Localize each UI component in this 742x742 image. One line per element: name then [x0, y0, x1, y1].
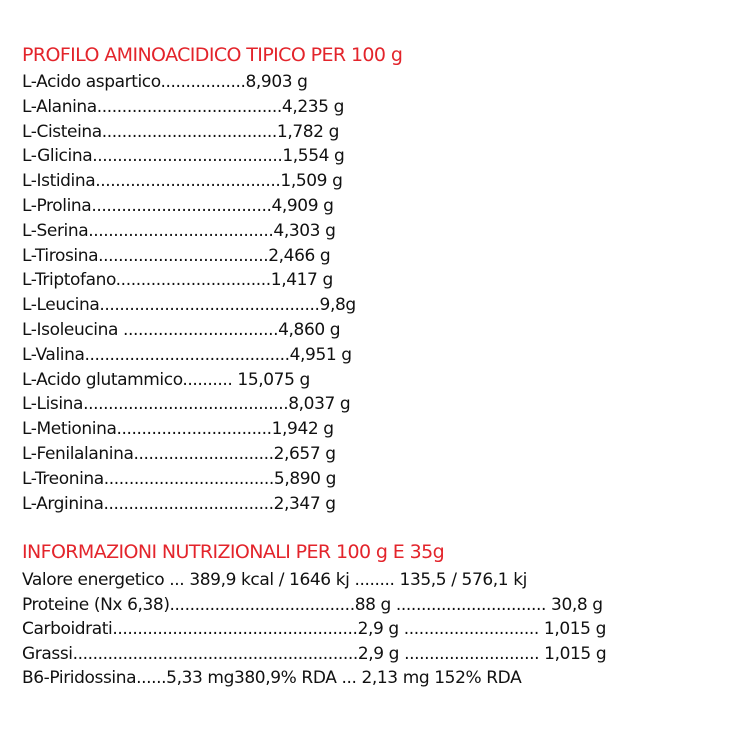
amino-acid-row: L-Istidina.....................................1,509 g — [22, 171, 343, 192]
amino-acid-row: L-Metionina...............................1,942 g — [22, 419, 334, 440]
amino-acid-row: L-Cisteina...................................1,782 g — [22, 121, 339, 142]
amino-acid-row: L-Lisina.........................................8,037 g — [22, 394, 351, 415]
amino-acid-row: L-Fenilalanina............................2,657 g — [22, 444, 336, 464]
amino-acid-row: L-Serina.....................................4,303 g — [22, 220, 336, 241]
amino-acid-row: L-Leucina............................................9,8g — [22, 295, 356, 316]
amino-acid-row: L-Glicina......................................1,554 g — [22, 146, 345, 167]
nutrition-info-title: INFORMAZIONI NUTRIZIONALI PER 100 g E 35g — [22, 541, 445, 563]
amino-acid-row: L-Valina.........................................4,951 g — [22, 344, 352, 365]
amino-acid-row: L-Tirosina..................................2,466 g — [22, 245, 331, 266]
amino-acid-row: L-Prolina....................................4,909 g — [22, 196, 334, 216]
amino-acid-row: L-Triptofano...............................1,417 g — [22, 270, 333, 291]
amino-acid-row: L-Isoleucina ...............................4,860 g — [22, 320, 341, 340]
nutrition-row: Carboidrati.................................................2,9 g ........................... 1,015 g — [22, 619, 606, 639]
amino-acid-row: L-Acido glutammico.......... 15,075 g — [22, 369, 310, 390]
nutrition-row: Grassi.........................................................2,9 g ........................... 1,015 g — [22, 643, 607, 664]
amino-acid-row: L-Treonina..................................5,890 g — [22, 468, 336, 489]
nutrition-row: Valore energetico ... 389,9 kcal / 1646 kj ........ 135,5 / 576,1 kj — [22, 570, 527, 590]
amino-acid-row: L-Acido aspartico.................8,903 g — [22, 72, 308, 92]
nutrition-row: Proteine (Nx 6,38).....................................88 g .............................. 30,8 g — [22, 594, 603, 615]
amino-acid-row: L-Arginina..................................2,347 g — [22, 493, 336, 514]
nutrition-row: B6-Piridossina......5,33 mg380,9% RDA ... 2,13 mg 152% RDA — [22, 668, 522, 688]
amino-acid-row: L-Alanina.....................................4,235 g — [22, 96, 344, 117]
amino-profile-title: PROFILO AMINOACIDICO TIPICO PER 100 g — [22, 44, 403, 66]
